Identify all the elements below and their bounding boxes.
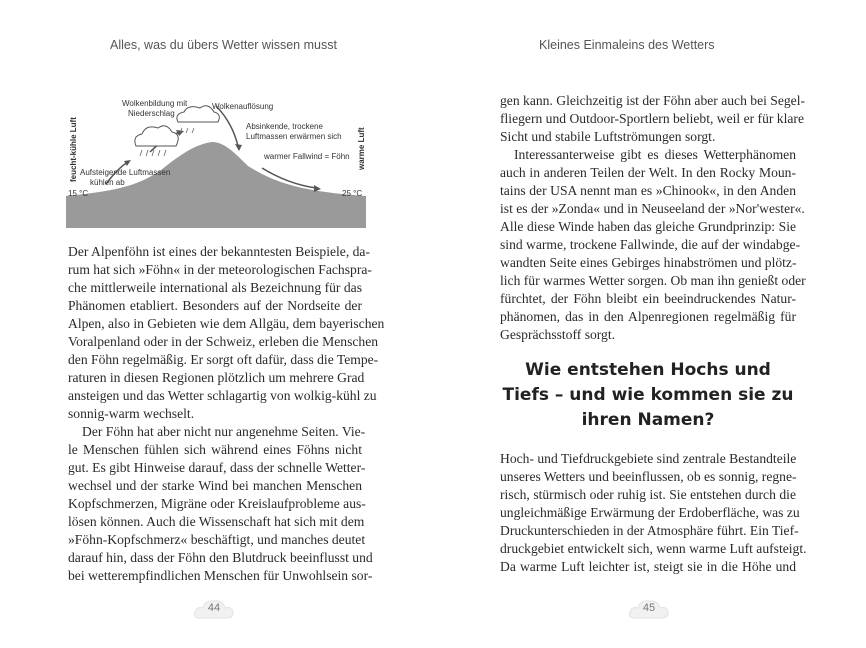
text-line: sind warme, trockene Fallwinde, die auf der windabge- [500,237,801,252]
text-line: phänomen, das in den Alpenregionen regelmäßig für [500,309,796,324]
rain-cloud-icon [135,126,178,156]
text-line: Phänomen etabliert. Besonders auf der Nordseite der [68,298,362,313]
text-line: lich für warmes Wetter sorgen. Ob man ihn genießt oder [500,273,806,288]
text-line: den Föhn regelmäßig. Er sorgt oft dafür, dass die Tempe- [68,352,379,367]
rise-label: kühlen ab [90,178,125,187]
text-line: Voralpenland oder in der Schweiz, erleben die Menschen [68,334,379,349]
text-line: gut. Es gibt Hinweise darauf, dass der schnelle Wetter- [68,460,366,475]
text-line: le Menschen fühlen sich während eines Föhns nicht [68,442,362,457]
text-line: auch in anderen Teilen der Welt. In den Rocky Moun- [500,165,796,180]
text-line: gen kann. Gleichzeitig ist der Föhn aber auch bei Segel- [500,93,806,108]
text-line: wechsel und der starke Wind bei manchen Menschen [68,478,362,493]
text-line: unseres Wetters und beeinflussen, ob es sonnig, regne- [500,469,797,484]
text-line: darauf hin, dass der Föhn den Blutdruck beeinflusst und [68,550,373,565]
text-line: Sicht und stabile Luftströmungen sorgt. [500,129,716,144]
descending-arrow-icon [216,106,238,146]
text-line: fliegern und Outdoor-Sportlern beliebt, weil er für klare [500,111,804,126]
text-line: Alle diese Winde haben das gleiche Grundprinzip: Sie [500,219,796,234]
foehn-diagram [66,92,366,228]
text-line: rum hat sich »Föhn« in der meteorologischen Fachspra- [68,262,372,277]
right-side-label: warme Luft [357,127,366,170]
arrow-head-icon [235,144,242,151]
text-line: Druckunterschieden in der Atmosphäre führt. Ein Tief- [500,523,799,538]
right-page-number: 45 [642,602,656,614]
text-line: Hoch- und Tiefdruckgebiete sind zentrale Bestandteile [500,451,797,466]
text-line: ungleichmäßige Erwärmung der Erdoberfläche, was zu [500,505,800,520]
text-line: bei wetterempfindlichen Menschen für Unwohlsein sor- [68,568,373,583]
text-line: Der Alpenföhn ist eines der bekanntesten Beispiele, da- [68,244,370,259]
text-line: ist es der »Zonda« und in Neuseeland der »Nor'wester«. [500,201,805,216]
text-line: tains der USA nennt man es »Chinook«, in den Anden [500,183,796,198]
right-body-text-bottom [500,450,807,580]
cloud-label: Wolkenbildung mit [122,99,188,108]
left-side-label: feucht-kühle Luft [69,117,78,182]
section-heading: ihren Namen? [581,410,715,430]
text-line: wandten Seite eines Gebirges hinabströmen und plötz- [500,255,797,270]
left-page-number: 44 [207,602,221,614]
text-line: Da warme Luft leichter ist, steigt sie in die Höhe und [500,559,796,574]
sink-label: Absinkende, trockene [246,122,323,131]
section-heading: Tiefs – und wie kommen sie zu [502,385,794,405]
dissolve-label: Wolkenauflösung [212,102,274,111]
text-line: Der Föhn hat aber nicht nur angenehme Seiten. Vie- [82,424,366,439]
text-line: che mittlerweile international als Bezeichnung für das [68,280,362,295]
text-line: fürchtet, der Föhn bleibt ein beeindruckendes Natur- [500,291,796,306]
text-line: Alpen, also in Gebieten wie dem Allgäu, dem bayerischen [68,316,385,331]
text-line: druckgebiet entwickelt sich, wenn warme Luft aufsteigt. [500,541,807,556]
text-line: lösen können. Auch die Wissenschaft hat sich mit dem [68,514,365,529]
right-running-head: Kleines Einmaleins des Wetters [539,38,715,52]
section-heading: Wie entstehen Hochs und [525,360,771,380]
rise-label: Aufsteigende Luftmassen [80,168,171,177]
temp-left: 15 °C [68,189,89,198]
text-line: risch, stürmisch oder ruhig ist. Sie entstehen durch die [500,487,796,502]
text-line: sonnig-warm wechselt. [68,406,195,421]
text-line: Kopfschmerzen, Migräne oder Kreislaufprobleme aus- [68,496,366,511]
right-body-text-top [500,92,806,352]
temp-right: 25 °C [342,189,363,198]
text-line: Interessanterweise gibt es dieses Wetterphänomen [514,147,796,162]
left-running-head: Alles, was du übers Wetter wissen musst [110,38,337,52]
arrow-head-icon [124,160,131,166]
text-line: raturen in diesen Regionen plötzlich um mehrere Grad [68,370,365,385]
wind-label: warmer Fallwind = Föhn [264,152,350,161]
cloud-label: Niederschlag [128,109,175,118]
text-line: Gesprächsstoff sorgt. [500,327,616,342]
text-line: ansteigen und das Wetter schlagartig von wolkig-kühl zu [68,388,377,403]
left-body-text [68,243,385,583]
sink-label: Luftmassen erwärmen sich [246,132,342,141]
text-line: »Föhn-Kopfschmerz« beschäftigt, und manches deutet [68,532,366,547]
